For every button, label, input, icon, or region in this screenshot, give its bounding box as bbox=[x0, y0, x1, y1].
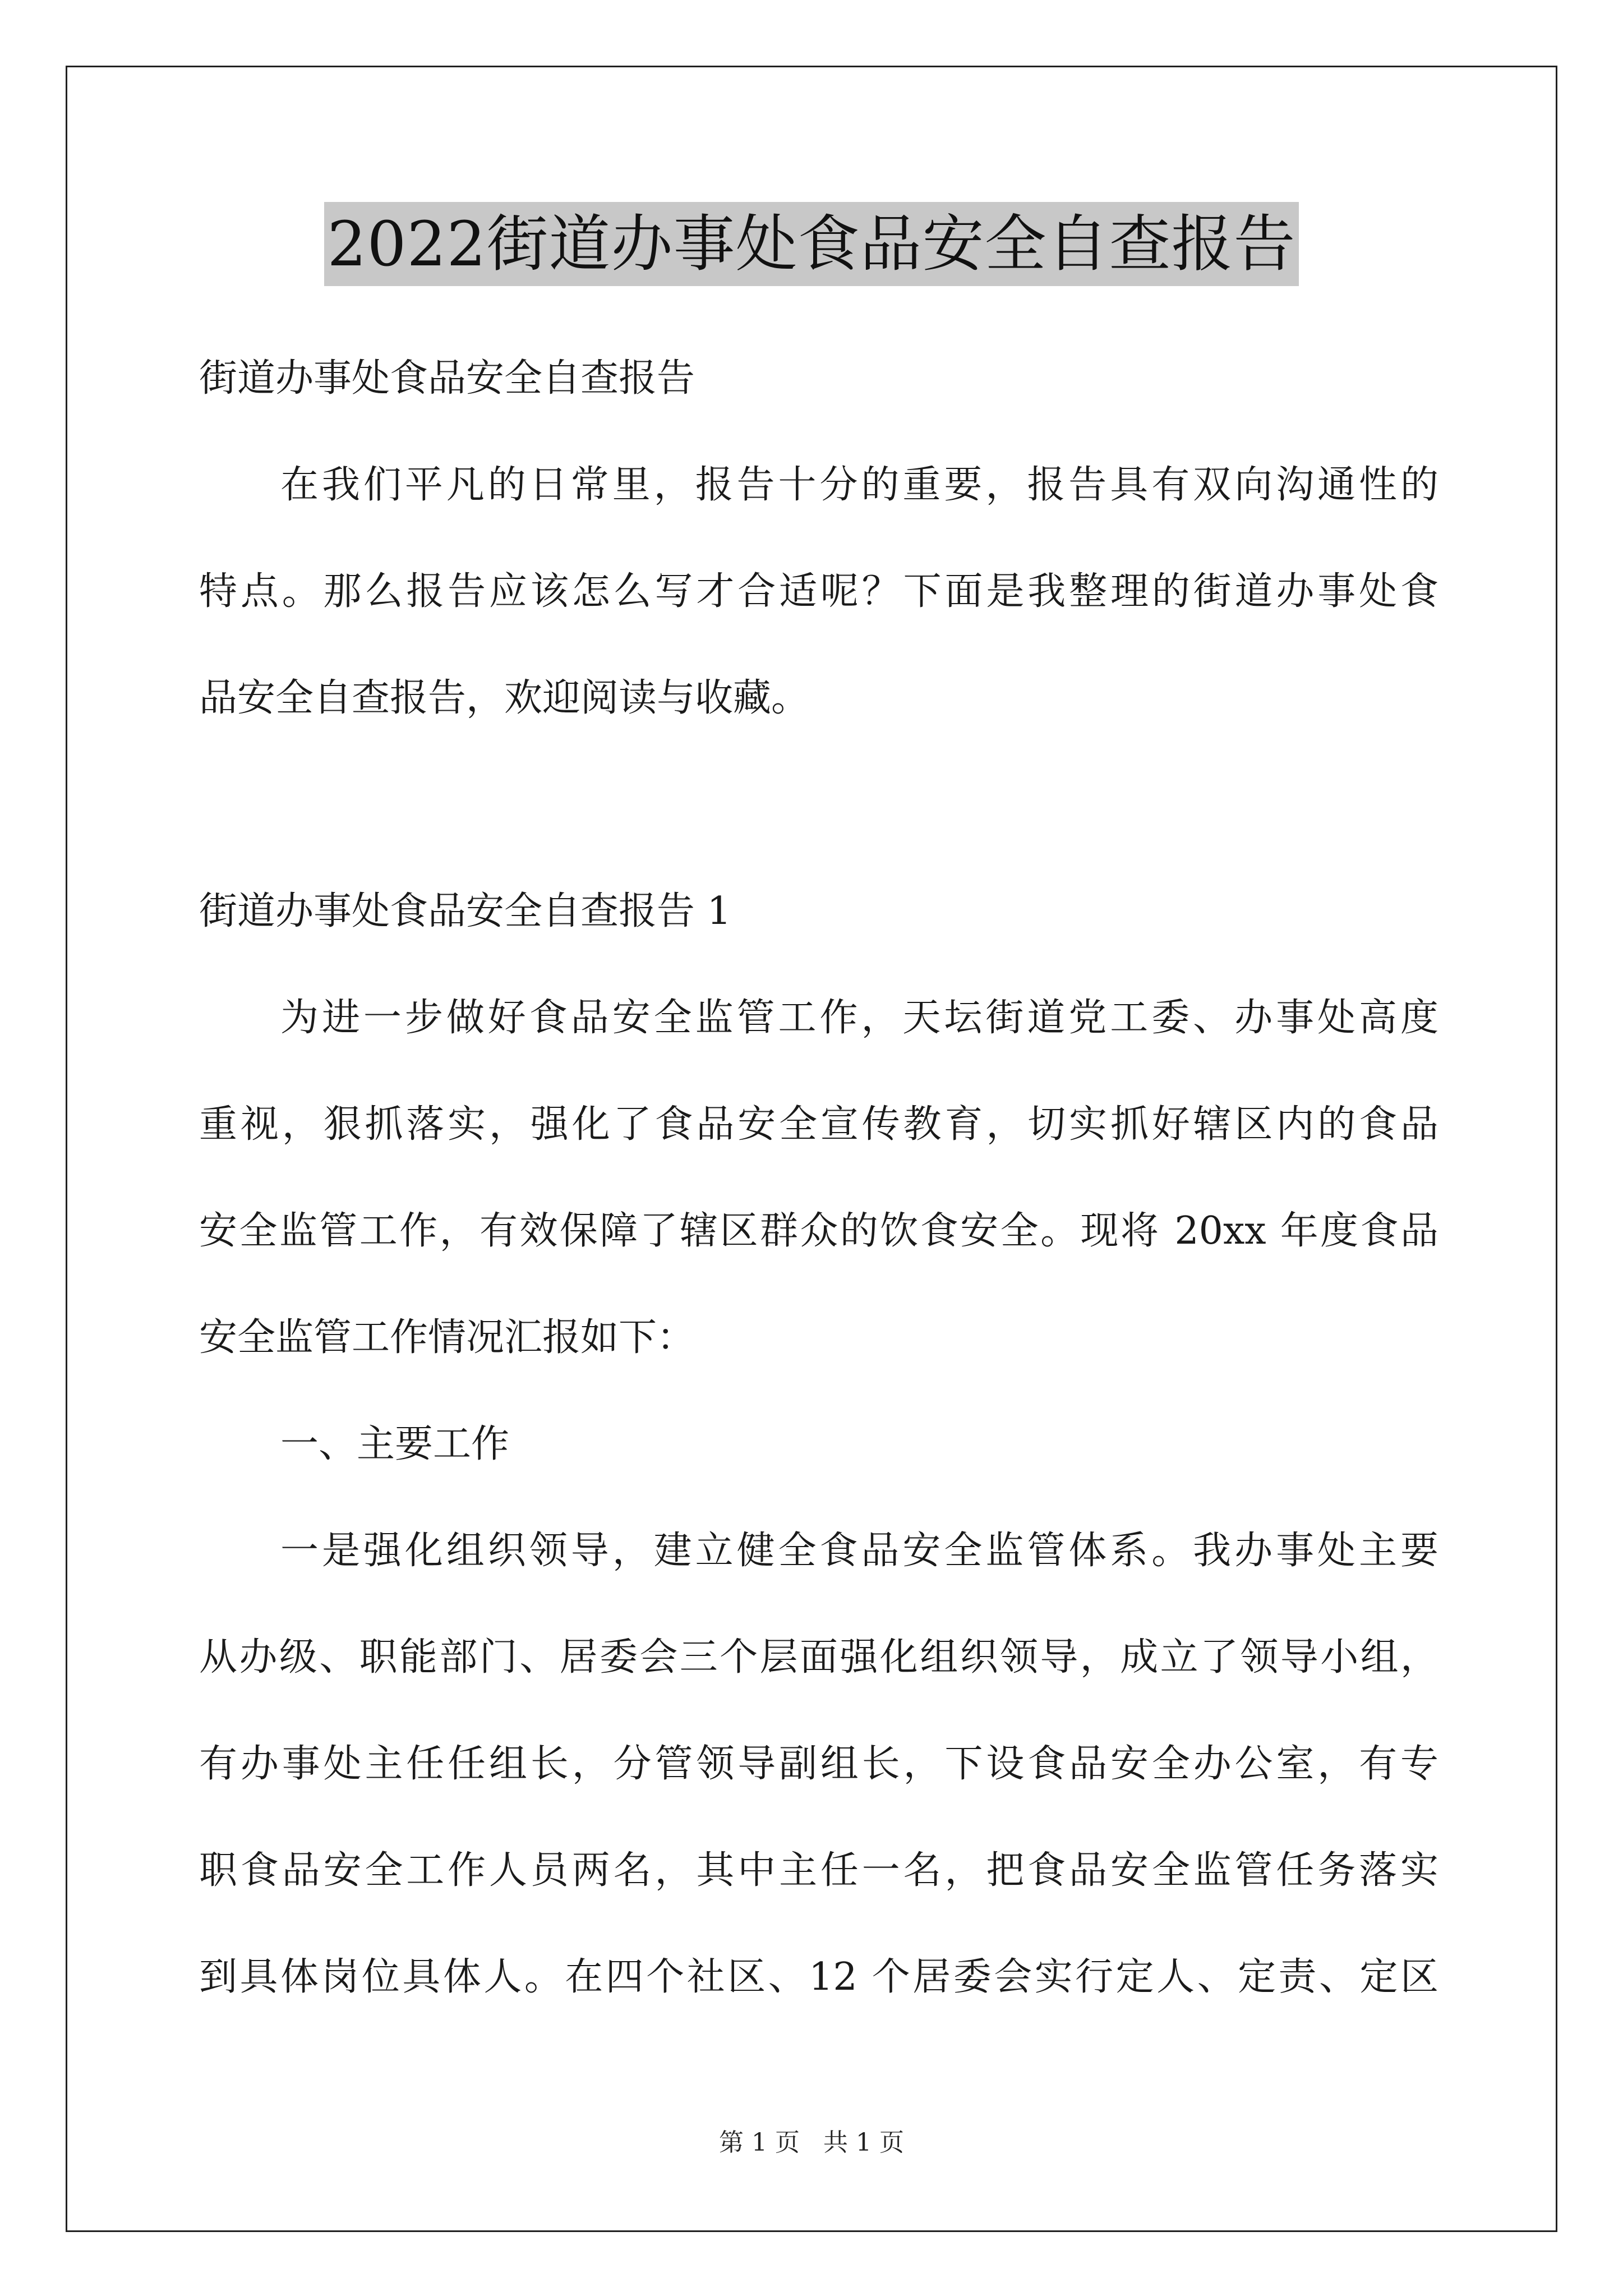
page-number: 第 1 页 bbox=[719, 2128, 800, 2157]
document-title: 2022街道办事处食品安全自查报告 bbox=[324, 202, 1299, 286]
intro-line-2: 特点。那么报告应该怎么写才合适呢？下面是我整理的街道办事处食 bbox=[199, 569, 1438, 614]
body-line-9: 到具体岗位具体人。在四个社区、12 个居委会实行定人、定责、定区 bbox=[199, 1955, 1438, 1999]
page-footer bbox=[0, 2126, 1623, 2160]
body-line-2: 重视，狠抓落实，强化了食品安全宣传教育，切实抓好辖区内的食品 bbox=[199, 1102, 1438, 1147]
body-line-7: 有办事处主任任组长，分管领导副组长，下设食品安全办公室，有专 bbox=[199, 1742, 1438, 1786]
body-line-5: 一是强化组织领导，建立健全食品安全监管体系。我办事处主要 bbox=[280, 1529, 1438, 1573]
subtitle-line: 街道办事处食品安全自查报告 bbox=[199, 356, 695, 401]
body-line-4: 安全监管工作情况汇报如下： bbox=[199, 1315, 695, 1360]
subsection-heading: 一、主要工作 bbox=[280, 1422, 510, 1466]
body-line-6: 从办级、职能部门、居委会三个层面强化组织领导，成立了领导小组， bbox=[199, 1635, 1438, 1680]
section-heading: 街道办事处食品安全自查报告 1 bbox=[199, 889, 731, 933]
intro-line-1: 在我们平凡的日常里，报告十分的重要，报告具有双向沟通性的 bbox=[280, 463, 1438, 507]
body-line-3: 安全监管工作，有效保障了辖区群众的饮食安全。现将 20xx 年度食品 bbox=[199, 1209, 1438, 1253]
page-total: 共 1 页 bbox=[823, 2128, 904, 2157]
title-container bbox=[0, 202, 1623, 286]
intro-line-3: 品安全自查报告，欢迎阅读与收藏。 bbox=[199, 676, 810, 720]
body-line-1: 为进一步做好食品安全监管工作，天坛街道党工委、办事处高度 bbox=[280, 996, 1438, 1040]
body-line-8: 职食品安全工作人员两名，其中主任一名，把食品安全监管任务落实 bbox=[199, 1848, 1438, 1893]
